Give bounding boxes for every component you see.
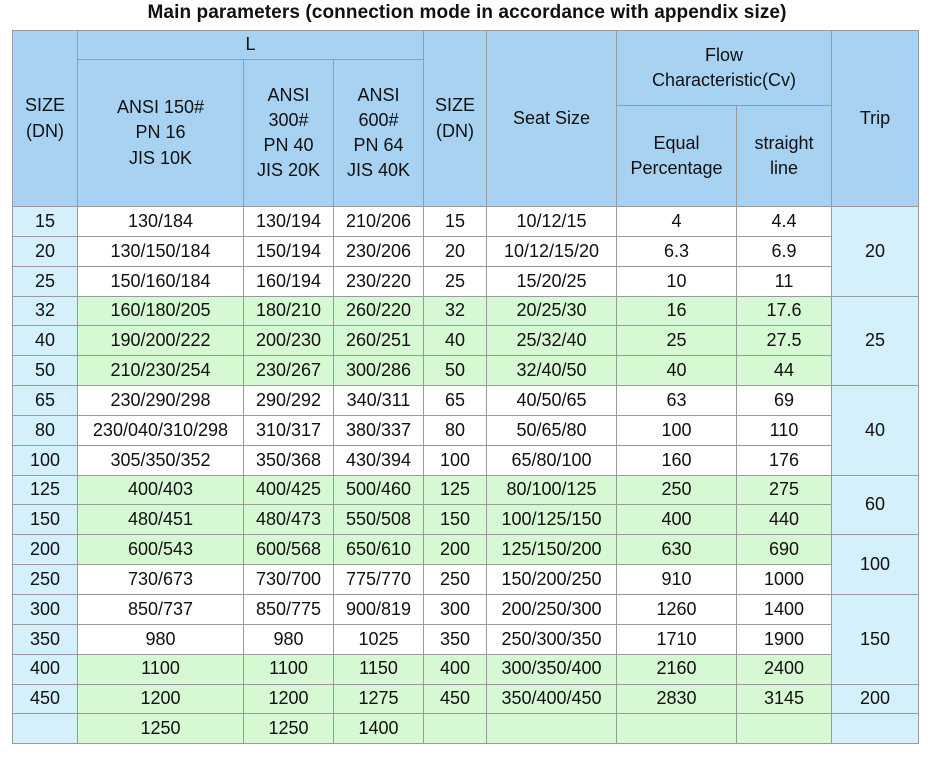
seat-size-cell: 10/12/15 <box>487 207 617 237</box>
size-dn-cell: 150 <box>13 505 78 535</box>
table-row <box>13 445 919 475</box>
ansi150-cell: 130/184 <box>78 207 244 237</box>
header-ansi300-line-2: 300# <box>268 109 309 130</box>
header-size-dn: SIZE (DN) <box>13 31 78 207</box>
straight-line-cell: 3145 <box>737 684 832 714</box>
equal-percentage-cell: 630 <box>617 535 737 565</box>
size-dn2-cell: 450 <box>424 684 487 714</box>
header-ansi150 <box>78 60 244 207</box>
header-equal-percentage <box>617 106 737 207</box>
size-dn-cell: 200 <box>13 535 78 565</box>
size-dn-cell: 125 <box>13 475 78 505</box>
table-row <box>13 356 919 386</box>
header-trip: Trip <box>832 31 919 207</box>
header-flow-line-2: Characteristic(Cv) <box>651 70 797 90</box>
seat-size-cell: 65/80/100 <box>487 445 617 475</box>
ansi600-cell: 1025 <box>334 624 424 654</box>
equal-percentage-cell: 16 <box>617 296 737 326</box>
size-dn2-cell <box>424 714 487 744</box>
ansi600-cell: 260/220 <box>334 296 424 326</box>
table-row <box>13 326 919 356</box>
seat-size-cell: 50/65/80 <box>487 415 617 445</box>
table-row <box>13 475 919 505</box>
header-straight-line-1: straight <box>754 132 814 153</box>
straight-line-cell: 275 <box>737 475 832 505</box>
ansi150-cell: 190/200/222 <box>78 326 244 356</box>
header-straight-line <box>737 106 832 207</box>
trip-cell: 200 <box>832 684 919 714</box>
equal-percentage-cell: 400 <box>617 505 737 535</box>
size-dn-cell: 15 <box>13 207 78 237</box>
size-dn2-cell: 20 <box>424 236 487 266</box>
equal-percentage-cell: 160 <box>617 445 737 475</box>
seat-size-cell: 200/250/300 <box>487 594 617 624</box>
equal-percentage-cell: 2830 <box>617 684 737 714</box>
ansi600-cell: 260/251 <box>334 326 424 356</box>
trip-cell: 40 <box>832 386 919 476</box>
header-flow-line-1: Flow <box>704 44 743 65</box>
header-ansi300-line-3: PN 40 <box>263 135 314 155</box>
straight-line-cell: 690 <box>737 535 832 565</box>
ansi300-cell: 310/317 <box>244 415 334 445</box>
seat-size-cell: 20/25/30 <box>487 296 617 326</box>
parameters-table <box>12 30 919 744</box>
ansi600-cell: 300/286 <box>334 356 424 386</box>
ansi600-cell: 550/508 <box>334 505 424 535</box>
ansi300-cell: 200/230 <box>244 326 334 356</box>
table-row <box>13 535 919 565</box>
header-size-dn-2: SIZE (DN) <box>424 31 487 207</box>
straight-line-cell: 1000 <box>737 565 832 595</box>
straight-line-cell: 176 <box>737 445 832 475</box>
size-dn-cell: 25 <box>13 266 78 296</box>
table-row <box>13 565 919 595</box>
ansi300-cell: 180/210 <box>244 296 334 326</box>
equal-percentage-cell: 40 <box>617 356 737 386</box>
ansi300-cell: 850/775 <box>244 594 334 624</box>
header-ansi600-line-3: PN 64 <box>353 135 404 155</box>
size-dn-cell: 400 <box>13 654 78 684</box>
ansi300-cell: 1250 <box>244 714 334 744</box>
ansi150-cell: 150/160/184 <box>78 266 244 296</box>
ansi300-cell: 290/292 <box>244 386 334 416</box>
seat-size-cell: 40/50/65 <box>487 386 617 416</box>
equal-percentage-cell: 4 <box>617 207 737 237</box>
ansi600-cell: 1400 <box>334 714 424 744</box>
header-seat-size: Seat Size <box>487 31 617 207</box>
straight-line-cell <box>737 714 832 744</box>
straight-line-cell: 4.4 <box>737 207 832 237</box>
table-row <box>13 236 919 266</box>
ansi600-cell: 380/337 <box>334 415 424 445</box>
trip-cell: 150 <box>832 594 919 684</box>
size-dn2-cell: 250 <box>424 565 487 595</box>
size-dn2-cell: 200 <box>424 535 487 565</box>
ansi600-cell: 230/220 <box>334 266 424 296</box>
seat-size-cell: 300/350/400 <box>487 654 617 684</box>
ansi150-cell: 730/673 <box>78 565 244 595</box>
header-ansi150-line-2: PN 16 <box>135 122 186 143</box>
straight-line-cell: 2400 <box>737 654 832 684</box>
ansi150-cell: 210/230/254 <box>78 356 244 386</box>
ansi300-cell: 600/568 <box>244 535 334 565</box>
header-flow-characteristic <box>617 31 832 106</box>
seat-size-cell: 80/100/125 <box>487 475 617 505</box>
seat-size-cell: 32/40/50 <box>487 356 617 386</box>
straight-line-cell: 69 <box>737 386 832 416</box>
page-title: Main parameters (connection mode in accordance with appendix size) <box>147 2 787 23</box>
size-dn-cell: 50 <box>13 356 78 386</box>
header-ansi600 <box>334 60 424 207</box>
straight-line-cell: 17.6 <box>737 296 832 326</box>
header-ansi300-line-4: JIS 20K <box>256 160 321 181</box>
equal-percentage-cell: 250 <box>617 475 737 505</box>
ansi600-cell: 210/206 <box>334 207 424 237</box>
equal-percentage-cell: 63 <box>617 386 737 416</box>
header-ansi300 <box>244 60 334 207</box>
size-dn2-cell: 80 <box>424 415 487 445</box>
ansi300-cell: 130/194 <box>244 207 334 237</box>
table-row <box>13 594 919 624</box>
ansi150-cell: 1200 <box>78 684 244 714</box>
equal-percentage-cell: 1260 <box>617 594 737 624</box>
ansi150-cell: 480/451 <box>78 505 244 535</box>
seat-size-cell: 350/400/450 <box>487 684 617 714</box>
size-dn-cell: 40 <box>13 326 78 356</box>
straight-line-cell: 27.5 <box>737 326 832 356</box>
ansi300-cell: 160/194 <box>244 266 334 296</box>
ansi150-cell: 130/150/184 <box>78 236 244 266</box>
header-ansi600-line-2: 600# <box>358 109 399 130</box>
size-dn-cell: 350 <box>13 624 78 654</box>
trip-cell: 60 <box>832 475 919 535</box>
size-dn2-cell: 150 <box>424 505 487 535</box>
header-ansi600-line-1: ANSI <box>357 84 400 105</box>
header-ansi300-line-1: ANSI <box>267 84 310 105</box>
ansi150-cell: 850/737 <box>78 594 244 624</box>
ansi300-cell: 150/194 <box>244 236 334 266</box>
table-row <box>13 714 919 744</box>
size-dn-cell: 65 <box>13 386 78 416</box>
seat-size-cell: 25/32/40 <box>487 326 617 356</box>
size-dn2-cell: 400 <box>424 654 487 684</box>
trip-cell: 20 <box>832 207 919 297</box>
ansi600-cell: 430/394 <box>334 445 424 475</box>
equal-percentage-cell: 10 <box>617 266 737 296</box>
table-row <box>13 296 919 326</box>
header-ansi600-line-4: JIS 40K <box>346 160 411 181</box>
straight-line-cell: 110 <box>737 415 832 445</box>
ansi150-cell: 400/403 <box>78 475 244 505</box>
table-row <box>13 624 919 654</box>
table-row <box>13 415 919 445</box>
size-dn-cell: 450 <box>13 684 78 714</box>
size-dn2-cell: 100 <box>424 445 487 475</box>
seat-size-cell <box>487 714 617 744</box>
seat-size-cell: 250/300/350 <box>487 624 617 654</box>
ansi300-cell: 1100 <box>244 654 334 684</box>
ansi600-cell: 340/311 <box>334 386 424 416</box>
ansi150-cell: 230/290/298 <box>78 386 244 416</box>
ansi600-cell: 775/770 <box>334 565 424 595</box>
ansi300-cell: 400/425 <box>244 475 334 505</box>
straight-line-cell: 44 <box>737 356 832 386</box>
straight-line-cell: 1400 <box>737 594 832 624</box>
ansi150-cell: 305/350/352 <box>78 445 244 475</box>
header-l: L <box>78 31 424 60</box>
size-dn2-cell: 65 <box>424 386 487 416</box>
table-row <box>13 505 919 535</box>
size-dn2-cell: 50 <box>424 356 487 386</box>
seat-size-cell: 125/150/200 <box>487 535 617 565</box>
equal-percentage-cell: 6.3 <box>617 236 737 266</box>
table-row <box>13 386 919 416</box>
ansi150-cell: 230/040/310/298 <box>78 415 244 445</box>
straight-line-cell: 6.9 <box>737 236 832 266</box>
ansi300-cell: 230/267 <box>244 356 334 386</box>
ansi150-cell: 1100 <box>78 654 244 684</box>
size-dn-cell: 250 <box>13 565 78 595</box>
ansi150-cell: 600/543 <box>78 535 244 565</box>
straight-line-cell: 11 <box>737 266 832 296</box>
ansi600-cell: 1150 <box>334 654 424 684</box>
seat-size-cell: 150/200/250 <box>487 565 617 595</box>
size-dn-cell <box>13 714 78 744</box>
ansi300-cell: 730/700 <box>244 565 334 595</box>
ansi600-cell: 500/460 <box>334 475 424 505</box>
straight-line-cell: 1900 <box>737 624 832 654</box>
size-dn2-cell: 15 <box>424 207 487 237</box>
ansi300-cell: 980 <box>244 624 334 654</box>
header-ansi150-line-1: ANSI 150# <box>116 97 205 118</box>
ansi600-cell: 1275 <box>334 684 424 714</box>
table-row <box>13 266 919 296</box>
size-dn-cell: 32 <box>13 296 78 326</box>
trip-cell: 25 <box>832 296 919 386</box>
ansi150-cell: 980 <box>78 624 244 654</box>
equal-percentage-cell: 100 <box>617 415 737 445</box>
equal-percentage-cell: 25 <box>617 326 737 356</box>
straight-line-cell: 440 <box>737 505 832 535</box>
ansi150-cell: 1250 <box>78 714 244 744</box>
header-straight-line-2: line <box>769 158 799 178</box>
equal-percentage-cell: 910 <box>617 565 737 595</box>
seat-size-cell: 100/125/150 <box>487 505 617 535</box>
table-row <box>13 654 919 684</box>
equal-percentage-cell: 1710 <box>617 624 737 654</box>
ansi300-cell: 1200 <box>244 684 334 714</box>
header-ansi150-line-3: JIS 10K <box>128 147 193 168</box>
size-dn2-cell: 32 <box>424 296 487 326</box>
size-dn2-cell: 350 <box>424 624 487 654</box>
ansi300-cell: 480/473 <box>244 505 334 535</box>
size-dn2-cell: 300 <box>424 594 487 624</box>
size-dn-cell: 100 <box>13 445 78 475</box>
trip-cell <box>832 714 919 744</box>
trip-cell: 100 <box>832 535 919 595</box>
table-row <box>13 684 919 714</box>
header-equal-line-2: Percentage <box>630 158 723 178</box>
ansi600-cell: 900/819 <box>334 594 424 624</box>
table-row <box>13 207 919 237</box>
size-dn2-cell: 25 <box>424 266 487 296</box>
size-dn2-cell: 125 <box>424 475 487 505</box>
size-dn-cell: 20 <box>13 236 78 266</box>
size-dn-cell: 80 <box>13 415 78 445</box>
table-body <box>13 207 919 744</box>
header-equal-line-1: Equal <box>653 132 700 153</box>
ansi600-cell: 650/610 <box>334 535 424 565</box>
seat-size-cell: 15/20/25 <box>487 266 617 296</box>
equal-percentage-cell: 2160 <box>617 654 737 684</box>
ansi150-cell: 160/180/205 <box>78 296 244 326</box>
size-dn-cell: 300 <box>13 594 78 624</box>
equal-percentage-cell <box>617 714 737 744</box>
ansi600-cell: 230/206 <box>334 236 424 266</box>
seat-size-cell: 10/12/15/20 <box>487 236 617 266</box>
ansi300-cell: 350/368 <box>244 445 334 475</box>
size-dn2-cell: 40 <box>424 326 487 356</box>
